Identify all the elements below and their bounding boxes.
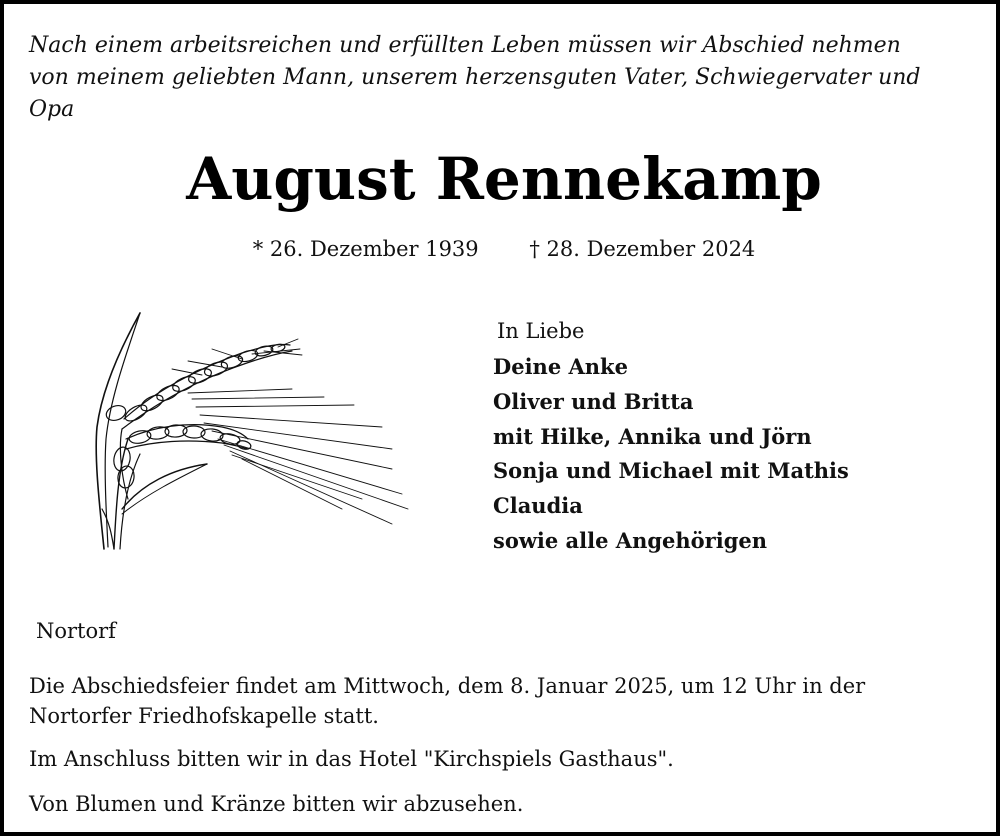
list-item: Deine Anke xyxy=(493,354,628,379)
list-item: mit Hilke, Annika und Jörn xyxy=(493,423,812,449)
life-dates xyxy=(4,234,1000,264)
reception-info: Im Anschluss bitten wir in das Hotel "Kirchspiels Gasthaus". xyxy=(29,747,674,771)
list-item: sowie alle Angehörigen xyxy=(493,527,768,553)
death-date: † 28. Dezember 2024 xyxy=(529,237,756,261)
wheat-ear-icon xyxy=(92,309,412,554)
list-item: Sonja und Michael mit Mathis xyxy=(493,458,849,484)
deceased-name: August Rennekamp xyxy=(186,145,822,213)
intro-line: Opa xyxy=(29,97,75,122)
birth-date: * 26. Dezember 1939 xyxy=(252,237,479,261)
list-item: Oliver und Britta xyxy=(493,388,694,414)
list-item: Claudia xyxy=(493,493,583,519)
place-name: Nortorf xyxy=(36,619,116,643)
signoff-intro: In Liebe xyxy=(497,319,585,343)
service-line: Nortorfer Friedhofskapelle statt. xyxy=(29,704,379,728)
intro-line: von meinem geliebten Mann, unserem herzensguten Vater, Schwiegervater und xyxy=(29,65,921,90)
flowers-note: Von Blumen und Kränze bitten wir abzusehen. xyxy=(29,792,524,816)
intro-line: Nach einem arbeitsreichen und erfüllten Leben müssen wir Abschied nehmen xyxy=(29,33,901,58)
intro-text xyxy=(29,30,979,126)
service-info xyxy=(29,671,984,731)
service-line: Die Abschiedsfeier findet am Mittwoch, dem 8. Januar 2025, um 12 Uhr in der xyxy=(29,674,866,698)
signer-list xyxy=(493,350,849,559)
